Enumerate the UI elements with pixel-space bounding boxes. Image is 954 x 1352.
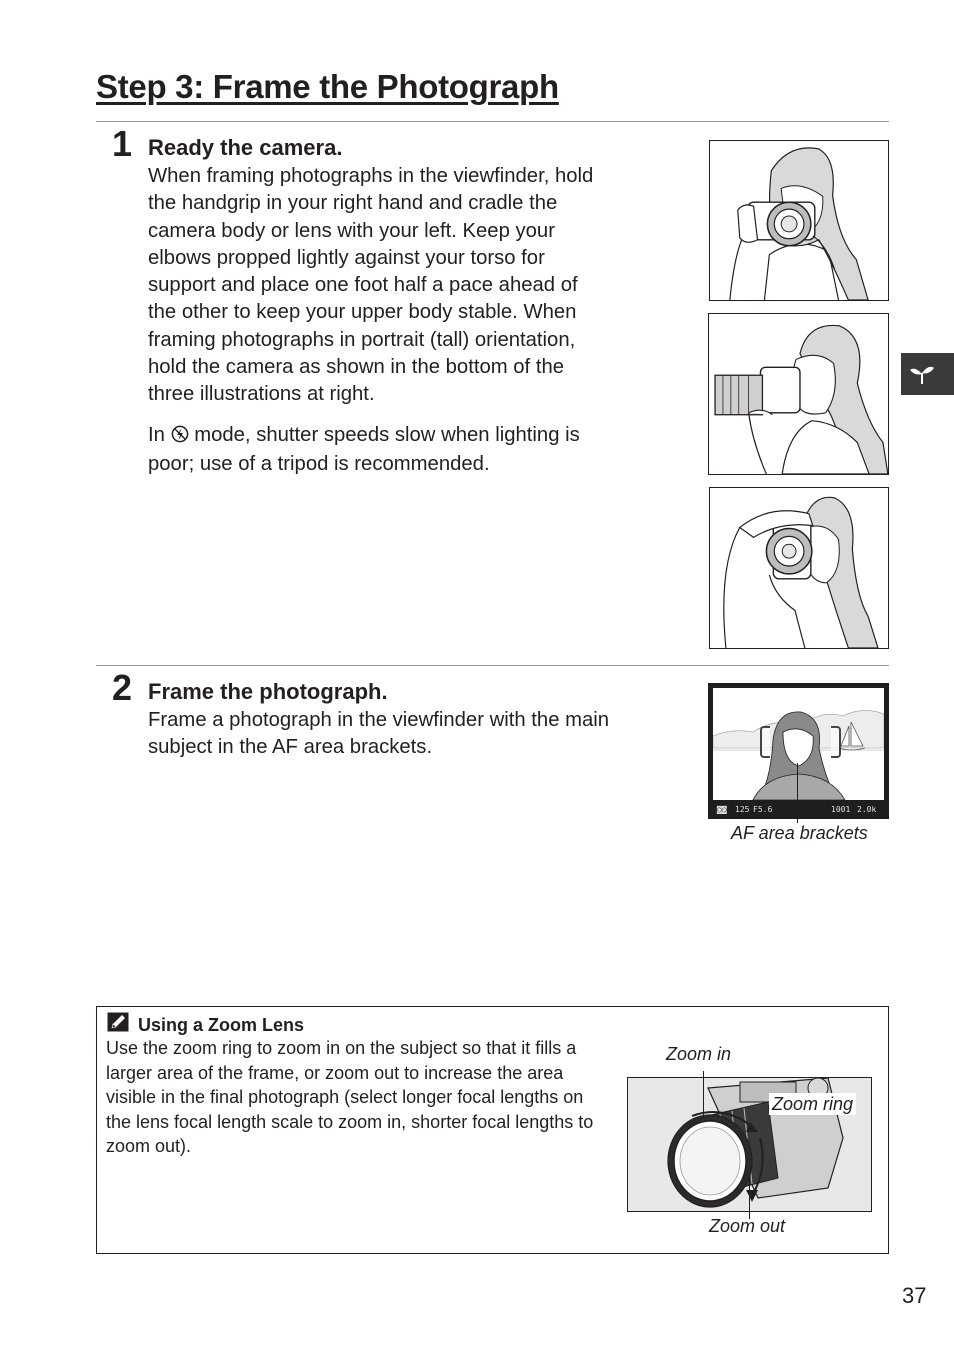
zoom-out-label: Zoom out [709,1216,786,1236]
step-note [148,422,610,479]
person-portrait-hold-icon [710,488,888,648]
af-area-caption: AF area brackets [731,823,868,843]
person-holding-camera-icon [710,141,888,300]
af-bracket-right [831,726,841,758]
readout-aperture: F5.6 [753,805,773,814]
section-divider [96,665,889,666]
chapter-tab [901,353,954,395]
focus-indicator-icon: ◙◙ [717,805,727,814]
pencil-note-icon [107,1012,129,1037]
af-bracket-left [760,726,770,758]
page-title: Step 3: Frame the Photograph [96,68,559,105]
step-heading: Frame the photograph. [148,679,388,704]
readout-shutter: 125 [735,805,750,814]
mode-text-prefix: In [148,424,165,446]
illustration-portrait-hold [709,487,889,649]
step-instructions: When framing photographs in the viewfinder, hold the handgrip in your right hand and cradle the camera body or lens with your left. Keep your elbows propped lightly against your torso for support and place one foot half a pace ahead of the other to keep your upper body stable. When framing photographs in portrait (tall) orientation, hold the camera as shown in the bottom of the three illustrations at right. [148,165,594,406]
zoom-in-label: Zoom in [666,1044,732,1064]
viewfinder-readout [713,800,884,819]
step-number: 1 [112,123,133,164]
viewfinder-scene [713,688,884,800]
readout-remaining: 1001 [831,805,851,814]
no-flash-mode-icon [171,424,189,451]
illustration-landscape-hold [709,140,889,301]
person-side-view-icon [709,314,888,474]
viewfinder-illustration [708,683,889,819]
viewfinder-scene-icon [713,688,884,800]
step-number: 2 [112,667,133,708]
caption-leader-line [797,763,798,823]
beginner-leaf-icon [909,362,935,391]
illustration-side-hold [708,313,889,475]
zoom-in-leader [703,1071,704,1119]
note-heading: Using a Zoom Lens [138,1015,305,1035]
page-number: 37 [902,1283,927,1308]
zoom-out-leader [749,1177,750,1219]
zoom-lens-note [96,1006,889,1254]
step-instructions: Frame a photograph in the viewfinder with the main subject in the AF area brackets. [148,709,610,759]
zoom-ring-label: Zoom ring [769,1093,856,1115]
mode-text-suffix: mode, shutter speeds slow when lighting is poor; use of a tripod is recommended. [148,424,580,476]
step-heading: Ready the camera. [148,135,343,160]
note-body: Use the zoom ring to zoom in on the subject so that it fills a larger area of the frame, or zoom out to increase the area visible in the final photograph (select longer focal lengths on the lens focal length scale to zoom in, shorter focal lengths to zoom out). [106,1038,594,1157]
section-divider [96,121,889,122]
readout-extra: 2.0k [857,805,877,814]
